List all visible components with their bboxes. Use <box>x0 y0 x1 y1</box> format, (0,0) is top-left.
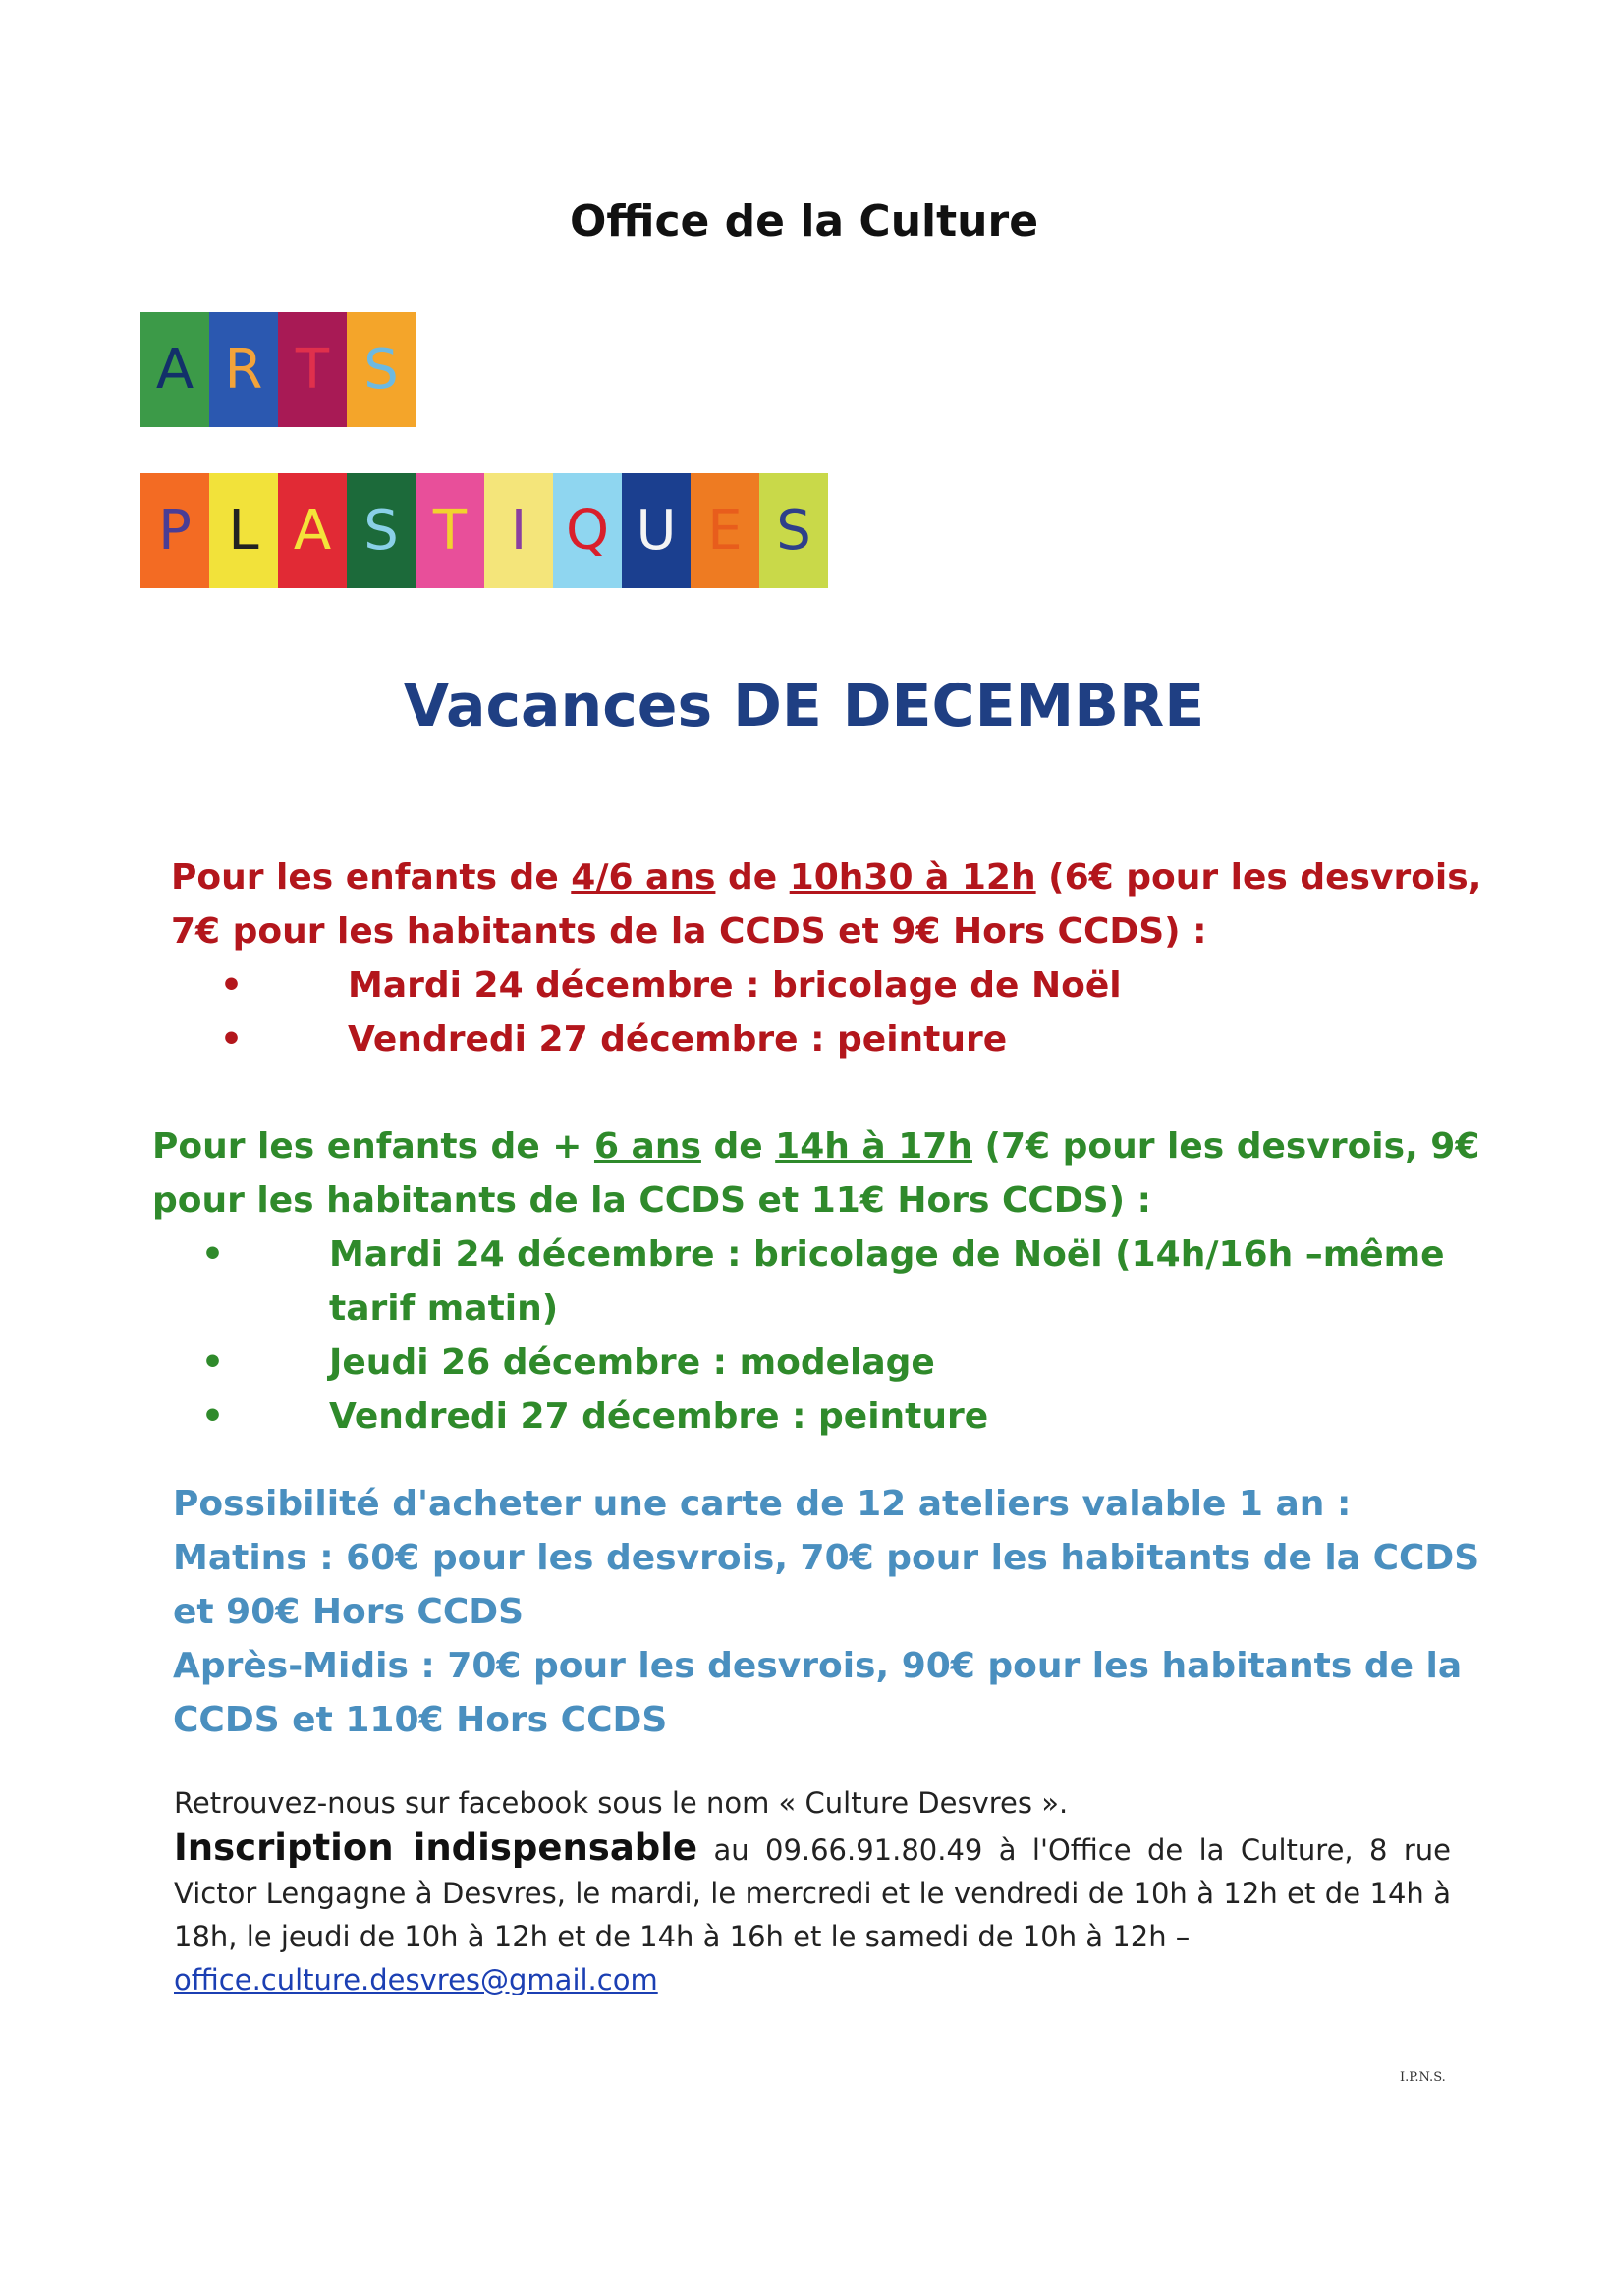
facebook-note: Retrouvez-nous sur facebook sous le nom « Culture Desvres ». <box>174 1786 1069 1820</box>
plastiques-tile: S <box>347 473 416 588</box>
event-text: Mardi 24 décembre : bricolage de Noël (14h/16h –même tarif matin) <box>329 1234 1445 1329</box>
section1-hours: 10h30 à 12h <box>789 857 1036 898</box>
section1-text-2: de <box>715 857 790 898</box>
plastiques-tile: A <box>278 473 347 588</box>
arts-tile: A <box>140 312 209 427</box>
section1-text-3: (6€ pour les desvrois, 7€ pour les habitants de la CCDS et 9€ Hors CCDS) : <box>171 857 1482 952</box>
plastiques-tile: L <box>209 473 278 588</box>
logo-plastiques <box>140 473 828 588</box>
section-young-children <box>171 850 1507 1066</box>
card-line-1: Possibilité d'acheter une carte de 12 ateliers valable 1 an : <box>173 1484 1352 1524</box>
ipns-label: I.P.N.S. <box>1400 2070 1446 2085</box>
section2-intro <box>152 1120 1488 1228</box>
card-line-3: Après-Midis : 70€ pour les desvrois, 90€ pour les habitants de la CCDS et 110€ Hors CCDS <box>173 1646 1463 1740</box>
event-text: Jeudi 26 décembre : modelage <box>329 1342 935 1383</box>
list-item <box>152 1228 1488 1336</box>
event-text: Vendredi 27 décembre : peinture <box>348 1019 1008 1060</box>
plastiques-tile: T <box>416 473 484 588</box>
plastiques-tile: P <box>140 473 209 588</box>
section-older-children <box>152 1120 1488 1444</box>
plastiques-tile: E <box>691 473 759 588</box>
logo-arts <box>140 312 416 427</box>
inscription-strong: Inscription indispensable <box>174 1827 698 1869</box>
plastiques-tile: Q <box>553 473 622 588</box>
section1-intro <box>171 850 1507 958</box>
list-item <box>152 1390 1488 1444</box>
section1-text-1: Pour les enfants de <box>171 857 572 898</box>
plastiques-tile: I <box>484 473 553 588</box>
section2-text-1: Pour les enfants de + <box>152 1126 594 1167</box>
section2-text-3: (7€ pour les desvrois, 9€ pour les habitants de la CCDS et 11€ Hors CCDS) : <box>152 1126 1480 1221</box>
arts-tile: R <box>209 312 278 427</box>
office-title: Office de la Culture <box>569 196 1039 246</box>
event-text: Mardi 24 décembre : bricolage de Noël <box>348 965 1122 1006</box>
card-line-2: Matins : 60€ pour les desvrois, 70€ pour les habitants de la CCDS et 90€ Hors CCDS <box>173 1538 1480 1632</box>
bullet-icon: • <box>220 965 244 1006</box>
main-heading: Vacances DE DECEMBRE <box>403 672 1205 740</box>
inscription-info <box>174 1827 1451 2001</box>
bullet-icon: • <box>201 1342 225 1383</box>
list-item <box>171 1012 1507 1066</box>
arts-tile: S <box>347 312 416 427</box>
list-item <box>152 1336 1488 1390</box>
section-workshop-card <box>173 1477 1509 1747</box>
section2-age: 6 ans <box>593 1126 701 1167</box>
section1-events <box>171 958 1507 1066</box>
section2-text-2: de <box>700 1126 776 1167</box>
email-link[interactable]: office.culture.desvres@gmail.com <box>174 1963 658 1996</box>
bullet-icon: • <box>220 1019 244 1060</box>
list-item <box>171 958 1507 1012</box>
bullet-icon: • <box>201 1234 225 1275</box>
section2-hours: 14h à 17h <box>775 1126 972 1167</box>
event-text: Vendredi 27 décembre : peinture <box>329 1396 989 1437</box>
plastiques-tile: U <box>622 473 691 588</box>
section2-events <box>152 1228 1488 1444</box>
inscription-text: au 09.66.91.80.49 à l'Office de la Culture, 8 rue Victor Lengagne à Desvres, le mardi, le mercredi et le vendredi de 10h à 12h et de 14h à 18h, le jeudi de 10h à 12h et de 14h à 16h et le samedi de 10h à 12h – <box>174 1833 1451 1953</box>
arts-tile: T <box>278 312 347 427</box>
section1-age: 4/6 ans <box>571 857 716 898</box>
bullet-icon: • <box>201 1396 225 1437</box>
plastiques-tile: S <box>759 473 828 588</box>
